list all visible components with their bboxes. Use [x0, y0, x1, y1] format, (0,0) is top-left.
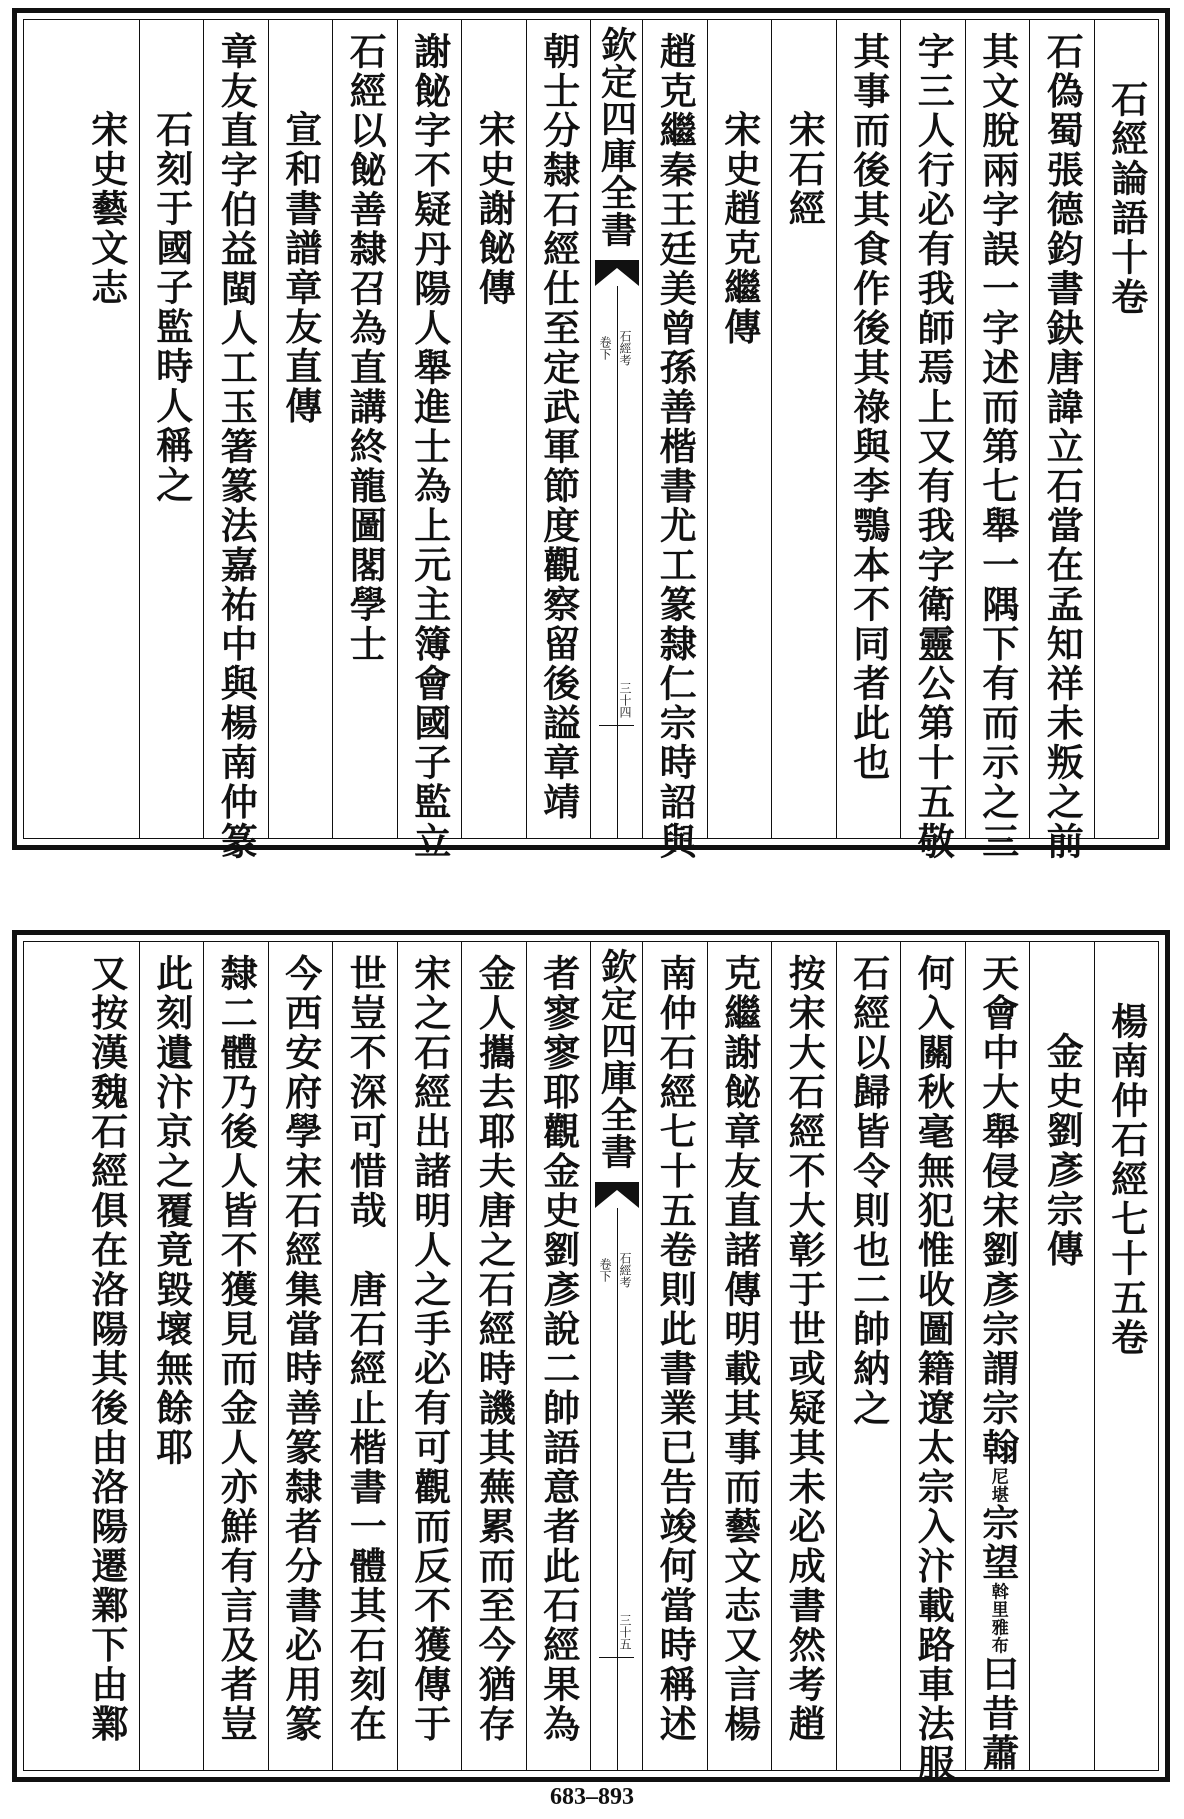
column-text: 楊南仲石經七十五卷 [1104, 1002, 1149, 1358]
text-column [707, 942, 772, 1770]
text-column [1029, 20, 1094, 862]
column-text: 金人攜去耶夫唐之石經時譏其蕪累而至今猶存 [472, 954, 517, 1744]
side-volume: 卷下 [598, 1258, 612, 1282]
text-column [836, 20, 901, 838]
text-column [461, 942, 526, 1770]
column-text: 宋史藝文志 [84, 110, 129, 308]
page-number-rule [599, 725, 634, 726]
text-column [74, 942, 139, 1770]
text-column [1029, 942, 1094, 1770]
column-text: 石刻于國子監時人稱之 [149, 110, 194, 505]
text-column [1094, 942, 1159, 1770]
page-frame [23, 19, 1159, 862]
page-top [12, 8, 1170, 862]
center-divider [617, 1208, 619, 1770]
column-text: 世豈不深可惜哉 唐石經止楷書一體其石刻在 [343, 954, 388, 1744]
text-column [74, 20, 139, 838]
column-text: 石偽蜀張德鈞書鈌唐諱立石當在孟知祥未叛之前 [1040, 32, 1085, 862]
columns-bottom [24, 942, 1158, 1784]
column-text: 南仲石經七十五卷則此書業已告竣何當時稱述 [653, 954, 698, 1744]
text-column [268, 20, 333, 838]
center-banner-column [590, 20, 642, 838]
column-text-part: 曰昔蕭 [975, 1654, 1020, 1773]
text-column [965, 942, 1030, 1773]
side-title: 石經考 [618, 330, 632, 366]
column-text: 宣和書譜章友直傳 [278, 110, 323, 426]
text-column [900, 20, 965, 862]
text-column [268, 942, 333, 1770]
column-text: 其文脫兩字誤一字述而第七舉一隅下有而示之三 [975, 32, 1020, 862]
column-text: 克繼謝飶章友直諸傳明載其事而藝文志又言楊 [717, 954, 762, 1744]
column-text: 金史劉彥宗傳 [1040, 1032, 1085, 1269]
text-column [1094, 20, 1159, 838]
text-column [332, 20, 397, 838]
columns-top [24, 20, 1158, 862]
fish-tail-ornament [595, 1182, 639, 1208]
column-text: 此刻遺汴京之覆竟毀壞無餘耶 [149, 954, 194, 1468]
interlinear-note: 斡里雅布 [987, 1582, 1008, 1655]
column-text: 宋史謝飶傳 [472, 110, 517, 308]
text-column [707, 20, 772, 838]
column-text-part: 天會中大舉侵宋劉彥宗謂宗翰 [975, 954, 1020, 1468]
column-text: 按宋大石經不大彰于世或疑其未必成書然考趙 [782, 954, 827, 1744]
text-column [203, 20, 268, 862]
text-column [642, 20, 707, 862]
page-footer-number: 683–893 [550, 1784, 634, 1810]
column-text: 石經以飶善隸召為直講終龍圖閣學士 [343, 32, 388, 664]
column-text [975, 954, 1020, 1773]
interlinear-note: 尼堪 [987, 1467, 1008, 1504]
column-text: 隸二體乃後人皆不獲見而金人亦鮮有言及者豈 [214, 954, 259, 1744]
column-text-part: 宗望 [975, 1503, 1020, 1583]
text-column [139, 942, 204, 1770]
text-column [771, 942, 836, 1770]
text-column [771, 20, 836, 838]
page-number-rule [599, 1657, 634, 1658]
page-number: 三十五 [618, 1614, 632, 1650]
column-text: 宋之石經出諸明人之手必有可觀而反不獲傳于 [407, 954, 452, 1744]
text-column [526, 942, 591, 1770]
text-column [332, 942, 397, 1770]
text-column [836, 942, 901, 1770]
page-bottom [12, 930, 1170, 1782]
column-text: 其事而後其食作後其祿與李鶚本不同者此也 [846, 32, 891, 783]
text-column [203, 942, 268, 1770]
column-text: 何入關秋毫無犯惟收圖籍遼太宗入汴載路車法服 [911, 954, 956, 1784]
text-column [397, 20, 462, 862]
text-column [397, 942, 462, 1770]
text-column [642, 942, 707, 1770]
side-volume: 卷下 [598, 336, 612, 360]
text-column [526, 20, 591, 838]
column-text: 宋石經 [782, 110, 827, 229]
side-title: 石經考 [618, 1252, 632, 1288]
column-text: 朝士分隸石經仕至定武軍節度觀察留後謚章靖 [536, 32, 581, 822]
column-text: 石經論語十卷 [1104, 80, 1149, 317]
column-text: 宋史趙克繼傳 [717, 110, 762, 347]
fish-tail-ornament [595, 260, 639, 286]
column-text: 石經以歸皆令則也二帥納之 [846, 954, 891, 1428]
text-column [900, 942, 965, 1784]
text-column [139, 20, 204, 838]
text-column [461, 20, 526, 838]
column-text: 又按漢魏石經俱在洛陽其後由洛陽遷鄴下由鄴 [84, 954, 129, 1744]
center-banner-column [590, 942, 642, 1770]
column-text: 趙克繼秦王廷美曾孫善楷書尤工篆隸仁宗時詔與 [653, 32, 698, 862]
page-frame [23, 941, 1159, 1784]
center-divider [617, 286, 619, 838]
page-number: 三十四 [618, 682, 632, 718]
banner-title: 欽定四庫全書 [595, 948, 638, 1170]
banner-title: 欽定四庫全書 [595, 26, 638, 248]
text-column [965, 20, 1030, 862]
column-text: 謝飶字不疑丹陽人舉進士為上元主簿會國子監立 [407, 32, 452, 862]
column-text: 字三人行必有我師焉上又有我字衛靈公第十五敬 [911, 32, 956, 862]
column-text: 者寥寥耶觀金史劉彥說二帥語意者此石經果為 [536, 954, 581, 1744]
column-text: 今西安府學宋石經集當時善篆隸者分書必用篆 [278, 954, 323, 1744]
column-text: 章友直字伯益閩人工玉箸篆法嘉祐中與楊南仲篆 [214, 32, 259, 862]
